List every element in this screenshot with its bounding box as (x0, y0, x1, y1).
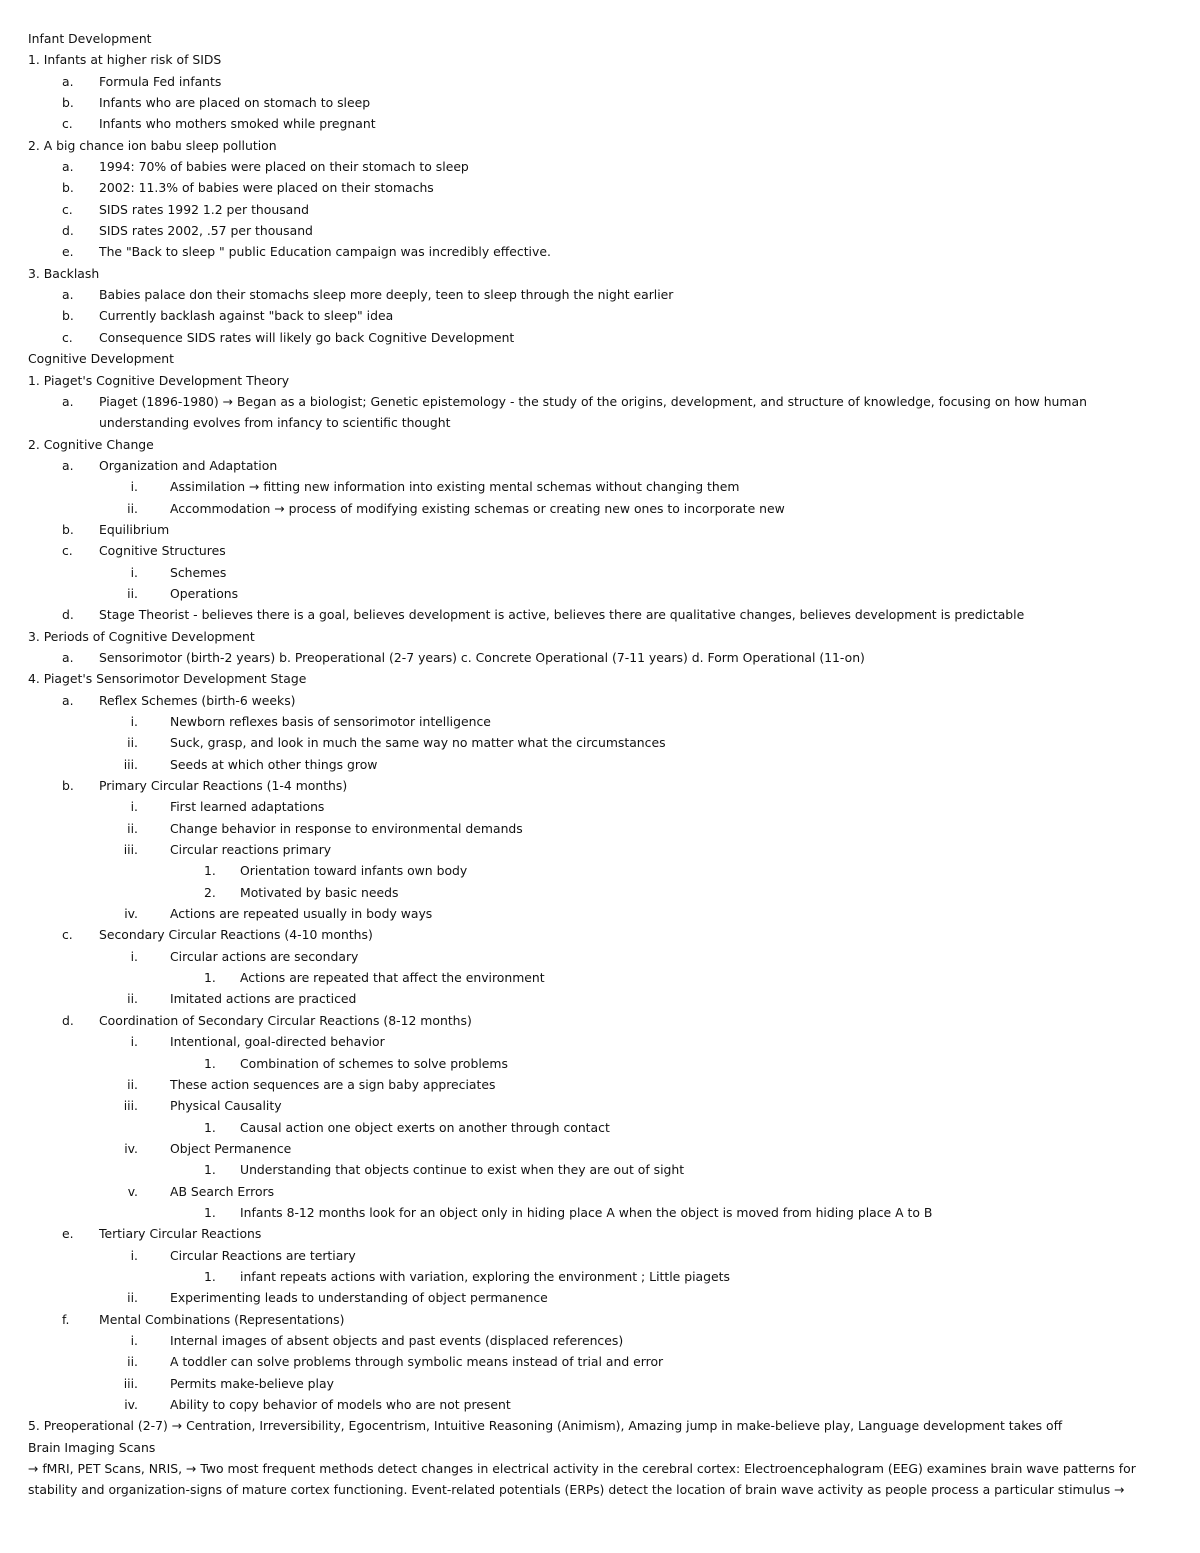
list-marker: b. (62, 95, 74, 111)
list-item (0, 924, 1200, 945)
list-item-text: Primary Circular Reactions (1-4 months) (99, 778, 348, 794)
list-item-text: Infants 8-12 months look for an object only in hiding place A when the object is moved from hiding place A to B (240, 1204, 933, 1220)
list-marker: a. (62, 73, 74, 89)
list-item (0, 305, 1200, 326)
list-marker: 2. (204, 884, 216, 900)
document-line (0, 1437, 1200, 1458)
list-item (0, 220, 1200, 241)
document-line (0, 370, 1200, 391)
list-item (0, 1351, 1200, 1372)
list-item (0, 1266, 1200, 1287)
list-item (0, 1245, 1200, 1266)
list-marker: a. (62, 393, 74, 409)
list-marker: i. (130, 1247, 138, 1263)
document-line (0, 348, 1200, 369)
list-item (0, 1138, 1200, 1159)
list-item-text: → fMRI, PET Scans, NRIS, → Two most frequent methods detect changes in electrical activity in the cerebral cortex: Electroencephalogram (EEG) examines brain wave patterns for stability and organization-signs of mature cortex functioning. Event-related potentials (ERPs) detect the location of brain wave activity as people process a particular stimulus → (28, 1461, 1136, 1498)
list-item-text: The "Back to sleep " public Education campaign was incredibly effective. (99, 244, 551, 260)
list-item-text: Organization and Adaptation (99, 457, 278, 473)
list-item (0, 199, 1200, 220)
document-body (0, 28, 1200, 1501)
list-item (0, 156, 1200, 177)
list-item (0, 1010, 1200, 1031)
document-line (0, 1458, 1200, 1501)
list-item-text: Piaget (1896-1980) → Began as a biologist; Genetic epistemology - the study of the origins, development, and structure of knowledge, focusing on how human understanding evolves from infancy to scientific thought (99, 393, 1087, 431)
list-marker: 1. (204, 970, 216, 986)
list-item-text: Sensorimotor (birth-2 years) b. Preoperational (2-7 years) c. Concrete Operational (7-11 years) d. Form Operational (11-on) (99, 649, 865, 665)
document-line (0, 668, 1200, 689)
list-item-text: Actions are repeated that affect the environment (240, 970, 545, 986)
list-item-text: Infants who mothers smoked while pregnant (99, 116, 376, 132)
list-marker: iv. (124, 1140, 138, 1156)
list-item (0, 284, 1200, 305)
list-marker: d. (62, 223, 74, 239)
list-marker: iii. (123, 1375, 138, 1391)
list-item (0, 1394, 1200, 1415)
list-item (0, 647, 1200, 668)
list-marker: c. (62, 543, 73, 559)
list-item-text: Secondary Circular Reactions (4-10 months) (99, 927, 373, 943)
list-item (0, 1309, 1200, 1330)
list-item-text: Change behavior in response to environmental demands (170, 820, 523, 836)
list-item-text: Causal action one object exerts on another through contact (240, 1119, 610, 1135)
list-marker: ii. (127, 1290, 138, 1306)
list-item (0, 455, 1200, 476)
list-item (0, 860, 1200, 881)
list-item-text: Currently backlash against "back to sleep" idea (99, 308, 394, 324)
list-marker: ii. (127, 585, 138, 601)
document-line (0, 1415, 1200, 1436)
list-item-text: Equilibrium (99, 521, 170, 537)
list-item (0, 327, 1200, 348)
list-item-text: Understanding that objects continue to exist when they are out of sight (240, 1162, 685, 1178)
list-item-text: Consequence SIDS rates will likely go back Cognitive Development (99, 329, 515, 345)
list-item-text: Reflex Schemes (birth-6 weeks) (99, 692, 296, 708)
list-marker: c. (62, 116, 73, 132)
list-item-text: Circular actions are secondary (170, 948, 359, 964)
list-marker: f. (62, 1311, 70, 1327)
list-item-text: Circular Reactions are tertiary (170, 1247, 356, 1263)
list-marker: ii. (127, 1354, 138, 1370)
list-item-text: AB Search Errors (170, 1183, 275, 1199)
list-item-text: Cognitive Structures (99, 543, 226, 559)
list-item (0, 988, 1200, 1009)
list-item (0, 562, 1200, 583)
list-item (0, 775, 1200, 796)
list-item-text: Physical Causality (170, 1098, 282, 1114)
list-marker: 1. (204, 1162, 216, 1178)
list-item (0, 177, 1200, 198)
list-item-text: Intentional, goal-directed behavior (170, 1034, 385, 1050)
list-item-text: Internal images of absent objects and past events (displaced references) (170, 1332, 624, 1348)
list-item-text: Orientation toward infants own body (240, 863, 468, 879)
list-item (0, 796, 1200, 817)
list-marker: a. (62, 159, 74, 175)
list-marker: iv. (124, 1397, 138, 1412)
list-item-text: SIDS rates 2002, .57 per thousand (99, 223, 313, 239)
list-marker: e. (62, 244, 74, 260)
list-marker: e. (62, 1226, 74, 1242)
list-marker: i. (130, 564, 138, 580)
list-item-text: Circular reactions primary (170, 842, 332, 858)
list-item-text: These action sequences are a sign baby appreciates (170, 1076, 496, 1092)
list-marker: c. (62, 201, 73, 217)
list-item-text: 2. A big chance ion babu sleep pollution (28, 137, 277, 153)
list-item-text: Object Permanence (170, 1140, 292, 1156)
list-marker: a. (62, 649, 74, 665)
list-item (0, 1330, 1200, 1351)
list-marker: i. (130, 1332, 138, 1348)
list-item (0, 903, 1200, 924)
list-item (0, 1053, 1200, 1074)
list-item (0, 583, 1200, 604)
list-marker: ii. (127, 500, 138, 516)
list-item (0, 1159, 1200, 1180)
list-item (0, 604, 1200, 625)
list-item-text: Newborn reflexes basis of sensorimotor intelligence (170, 714, 491, 729)
list-marker: a. (62, 457, 74, 473)
list-item (0, 1031, 1200, 1052)
list-item-text: Coordination of Secondary Circular Reactions (8-12 months) (99, 1012, 472, 1028)
list-marker: ii. (127, 735, 138, 751)
list-marker: v. (127, 1183, 138, 1199)
list-item-text: 2. Cognitive Change (28, 436, 154, 452)
list-item-text: Accommodation → process of modifying existing schemas or creating new ones to incorporate new (170, 500, 785, 516)
document-line (0, 263, 1200, 284)
list-marker: iv. (124, 906, 138, 922)
list-marker: i. (130, 948, 138, 964)
list-item-text: 5. Preoperational (2-7) → Centration, Irreversibility, Egocentrism, Intuitive Reasoning (Animism), Amazing jump in make-believe play, Language development takes off (28, 1418, 1063, 1434)
document-line (0, 434, 1200, 455)
list-item-text: Ability to copy behavior of models who are not present (170, 1397, 511, 1412)
list-item-text: First learned adaptations (170, 799, 325, 815)
document-line (0, 135, 1200, 156)
list-item (0, 92, 1200, 113)
list-marker: d. (62, 607, 74, 623)
list-marker: d. (62, 1012, 74, 1028)
list-item-text: Schemes (170, 564, 227, 580)
list-marker: b. (62, 180, 74, 196)
list-item (0, 1373, 1200, 1394)
list-item (0, 498, 1200, 519)
list-marker: ii. (127, 991, 138, 1007)
list-item-text: 1. Piaget's Cognitive Development Theory (28, 372, 290, 388)
list-item (0, 711, 1200, 732)
list-item-text: Combination of schemes to solve problems (240, 1055, 508, 1071)
list-item-text: Infants who are placed on stomach to sleep (99, 95, 371, 111)
list-marker: iii. (123, 842, 138, 858)
document-line (0, 28, 1200, 49)
list-item (0, 540, 1200, 561)
list-item-text: 4. Piaget's Sensorimotor Development Stage (28, 671, 307, 687)
list-item (0, 818, 1200, 839)
list-item (0, 754, 1200, 775)
list-item-text: A toddler can solve problems through symbolic means instead of trial and error (170, 1354, 664, 1370)
list-marker: ii. (127, 1076, 138, 1092)
list-item-text: Brain Imaging Scans (28, 1439, 156, 1455)
list-item (0, 71, 1200, 92)
list-marker: a. (62, 692, 74, 708)
list-marker: iii. (123, 1098, 138, 1114)
list-item-text: Permits make-believe play (170, 1375, 334, 1391)
list-item (0, 839, 1200, 860)
list-marker: i. (130, 479, 138, 495)
list-item-text: Motivated by basic needs (240, 884, 399, 900)
list-marker: b. (62, 778, 74, 794)
list-marker: a. (62, 287, 74, 303)
list-item-text: 3. Periods of Cognitive Development (28, 628, 255, 644)
list-item-text: infant repeats actions with variation, exploring the environment ; Little piagets (240, 1268, 730, 1284)
list-item-text: 1. Infants at higher risk of SIDS (28, 52, 222, 68)
list-item-text: Operations (170, 585, 239, 601)
list-marker: 1. (204, 1055, 216, 1071)
list-marker: iii. (123, 756, 138, 772)
list-item (0, 732, 1200, 753)
list-marker: c. (62, 927, 73, 943)
list-marker: b. (62, 521, 74, 537)
list-marker: c. (62, 329, 73, 345)
list-item (0, 1074, 1200, 1095)
list-item-text: Formula Fed infants (99, 73, 222, 89)
list-item-text: Actions are repeated usually in body ways (170, 906, 433, 922)
list-item-text: Imitated actions are practiced (170, 991, 357, 1007)
list-marker: i. (130, 1034, 138, 1050)
list-marker: 1. (204, 1204, 216, 1220)
list-item (0, 1287, 1200, 1308)
list-item-text: Mental Combinations (Representations) (99, 1311, 345, 1327)
list-item (0, 1117, 1200, 1138)
list-item-text: Assimilation → fitting new information into existing mental schemas without changing them (170, 479, 740, 495)
list-item-text: Infant Development (28, 31, 152, 46)
list-item (0, 1095, 1200, 1116)
list-item (0, 241, 1200, 262)
list-item (0, 113, 1200, 134)
list-marker: 1. (204, 1119, 216, 1135)
list-item-text: Cognitive Development (28, 351, 175, 367)
list-marker: i. (130, 799, 138, 815)
list-item-text: 2002: 11.3% of babies were placed on their stomachs (99, 180, 434, 196)
list-item (0, 1202, 1200, 1223)
document-line (0, 49, 1200, 70)
list-item (0, 967, 1200, 988)
list-marker: 1. (204, 863, 216, 879)
list-item (0, 882, 1200, 903)
list-item (0, 1181, 1200, 1202)
list-item-text: Tertiary Circular Reactions (99, 1226, 262, 1242)
list-item (0, 391, 1200, 434)
list-marker: i. (130, 714, 138, 729)
list-item-text: Seeds at which other things grow (170, 756, 378, 772)
document-line (0, 626, 1200, 647)
list-item (0, 519, 1200, 540)
list-item-text: Experimenting leads to understanding of object permanence (170, 1290, 548, 1306)
list-item (0, 476, 1200, 497)
list-item (0, 690, 1200, 711)
list-item-text: Babies palace don their stomachs sleep more deeply, teen to sleep through the night earlier (99, 287, 674, 303)
list-marker: b. (62, 308, 74, 324)
list-item (0, 946, 1200, 967)
list-item-text: 1994: 70% of babies were placed on their stomach to sleep (99, 159, 469, 175)
list-item (0, 1223, 1200, 1244)
list-item-text: SIDS rates 1992 1.2 per thousand (99, 201, 309, 217)
list-item-text: 3. Backlash (28, 265, 100, 281)
list-item-text: Stage Theorist - believes there is a goal, believes development is active, believes there are qualitative changes, believes development is predictable (99, 607, 1025, 623)
list-marker: 1. (204, 1268, 216, 1284)
list-marker: ii. (127, 820, 138, 836)
list-item-text: Suck, grasp, and look in much the same way no matter what the circumstances (170, 735, 666, 751)
